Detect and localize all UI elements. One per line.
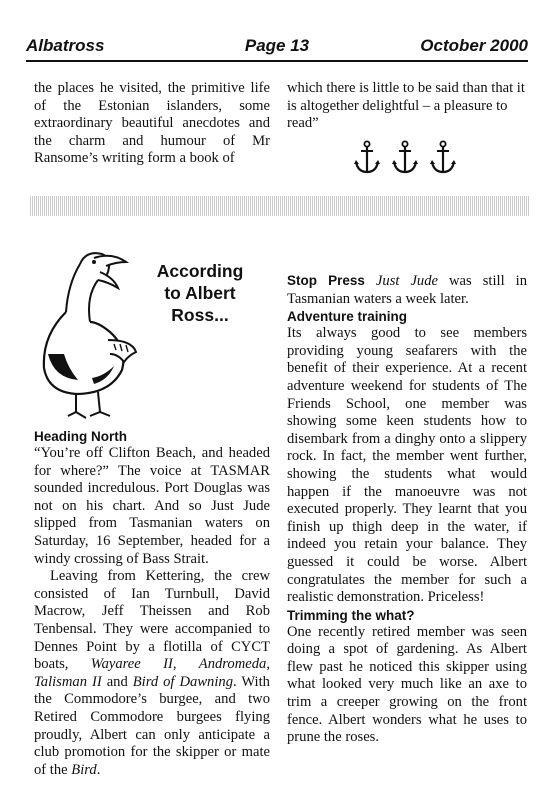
right-column [287,272,527,747]
paragraph: Its always good to see members providing young seafarers with the benefit of their experience. At a recent adventure weekend for students of The Friends School, one member was showing some keen students how to disembark from a dinghy onto a slippery rock. In fact, the member went further, showing the students what would happen if the manoeuvre was not executed properly. They learnt that you finish up thigh deep in the water, if indeed you retain your balance. They guessed it could be worse. Albert congratulates the member for such a realistic demonstration. Priceless! [287,325,527,606]
issue-date: October 2000 [420,36,528,55]
column-title-line: According [156,261,244,281]
anchor-ornaments [352,140,462,176]
continued-paragraph-left: the places he visited, the primitive life of the Estonian islanders, some extraordinary beautiful anecdotes and the charm and humour of Mr Ransome’s writing form a book of [34,80,270,167]
text-run: . [96,761,101,778]
section-heading: Adventure training [287,309,408,325]
text-run: , [172,656,199,673]
text-run: . With the Commodore’s burgee, and two Retired Commodore burgees flying proudly, Albert can only anticipate a club promotion for the skipper or mate of the [34,673,270,778]
text-run: and [101,673,133,690]
boat-name: Andromeda [198,656,267,673]
heading-north-article [34,428,270,779]
section-heading: Trimming the what? [287,607,415,623]
text-run: Leaving from Kettering, the crew consisted of Ian Turnbull, David Macrow, Jeff Theissen and Rob Tenbensal. They were accompanied to Dennes Point by a flotilla of CYCT boats, [34,568,270,673]
albatross-illustration [28,244,146,430]
boat-name: Bird [71,761,97,778]
column-title-line: Ross... [171,305,229,325]
paragraph: “You’re off Clifton Beach, and headed for where?” The voice at TASMAR sounded incredulous. Port Douglas was not on his chart. And so Just Jude slipped from Tasmanian waters on Saturday, 16 September, headed for a windy crossing of Bass Strait. [34,445,270,567]
anchor-icon [428,140,458,176]
column-title [150,260,250,326]
page-header [26,30,528,62]
column-title-line: to Albert [164,283,236,303]
text-run: , [266,656,270,673]
publication-title: Albatross [26,36,105,55]
boat-name: Bird of Dawning [132,673,233,690]
paragraph: One recently retired member was seen doing a spot of gardening. As Albert flew past he noticed this skipper using what looked very much like an axe to trim a creeper growing on the front fence. Albert wonders what he uses to prune the roses. [287,623,527,746]
stop-press [287,272,527,308]
page-number: Page 13 [244,36,310,55]
anchor-icon [352,140,382,176]
continued-text-left [34,80,270,168]
stop-press-label: Stop Press [287,273,365,288]
continued-paragraph-right: which there is little to be said than that it is altogether delightful – a pleasure to read” [287,80,525,132]
anchor-icon [390,140,420,176]
section-heading: Heading North [34,429,127,444]
text-run: was still in Tasmanian waters a week later. [287,273,527,307]
boat-name: Wayaree II [90,656,173,673]
boat-name: Talisman II [34,673,102,690]
continued-text-right [287,80,527,133]
paragraph [34,568,270,779]
boat-name: Just Jude [375,273,438,289]
section-divider [30,196,530,216]
